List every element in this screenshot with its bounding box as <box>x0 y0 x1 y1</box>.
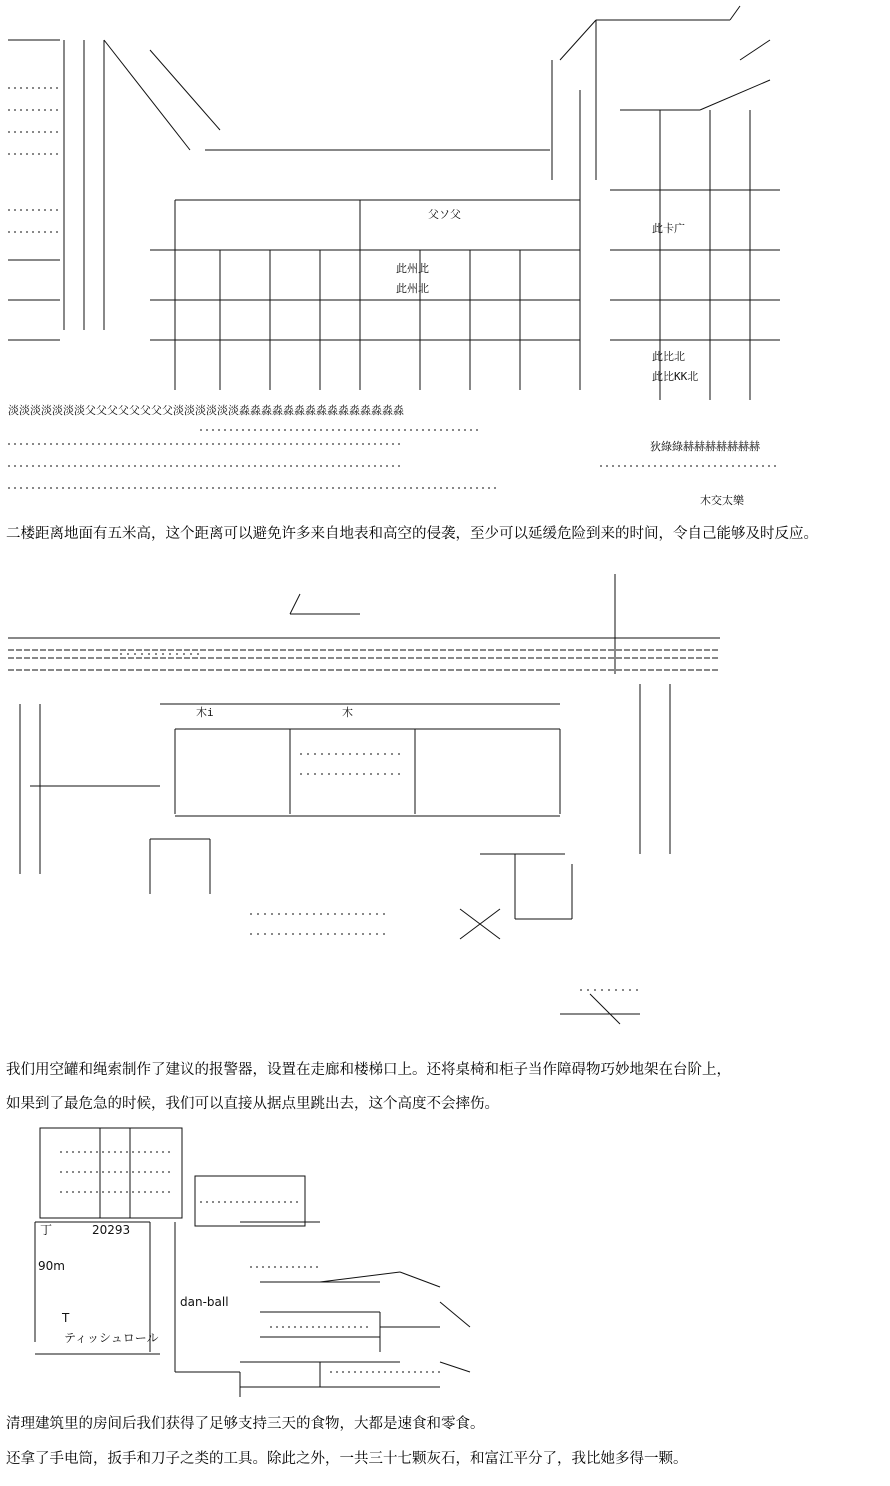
caption-5: 还拿了手电筒，扳手和刀子之类的工具。除此之外，一共三十七颗灰石，和富江平分了，我比她多得一颗。 <box>6 1451 688 1467</box>
caption-3: 如果到了最危急的时候，我们可以直接从据点里跳出去，这个高度不会摔伤。 <box>6 1096 499 1112</box>
classroom-scene-art <box>0 554 890 1054</box>
classroom-desk-2: 木 <box>342 706 353 719</box>
shop-sign-4: 此比北 <box>652 350 685 363</box>
caption-4: 清理建筑里的房间后我们获得了足够支持三天的食物，大都是速食和零食。 <box>6 1416 485 1432</box>
bus-stop-sign: 父ソ父 <box>428 208 461 221</box>
dotted-texture <box>8 88 780 488</box>
shop-sign-2: 此州北 <box>396 282 429 295</box>
street-text-1: 淡淡淡淡淡淡淡父父父父父父父父淡淡淡淡淡淡淼淼淼淼淼淼淼淼淼淼淼淼淼淼淼 <box>8 404 404 417</box>
street-text-2: 狄綠綠赫赫赫赫赫赫赫 <box>650 440 760 453</box>
can-label-number: 20293 <box>92 1223 131 1237</box>
street-text-3: 木交太樂 <box>700 494 744 507</box>
street-scene-svg <box>0 0 890 520</box>
shop-sign-1: 此州此 <box>396 262 429 275</box>
street-scene-art <box>0 0 890 520</box>
building-outline <box>8 6 780 400</box>
classroom-outline <box>8 574 720 1024</box>
dan-ball-label: dan-ball <box>180 1295 229 1309</box>
can-label-t: 丁 <box>40 1223 53 1237</box>
shop-sign-5: 此比KK北 <box>652 370 699 383</box>
classroom-scene-svg <box>0 554 890 1054</box>
supplies-scene-art <box>0 1122 890 1412</box>
tissue-label-t: T <box>62 1311 70 1325</box>
supplies-scene-svg <box>0 1122 890 1412</box>
tissue-label: ティッシュロール <box>64 1331 159 1345</box>
supplies-outline <box>35 1128 470 1397</box>
shop-sign-3: 此卡广 <box>652 222 685 235</box>
caption-1: 二楼距离地面有五米高，这个距离可以避免许多来自地表和高空的侵袭，至少可以延缓危险到来的时间，令自己能够及时反应。 <box>6 526 818 542</box>
classroom-desk-1: 木i <box>196 706 214 719</box>
caption-2: 我们用空罐和绳索制作了建议的报警器，设置在走廊和楼梯口上。还将桌椅和柜子当作障碍物巧妙地架在台阶上， <box>6 1062 731 1078</box>
can-label-90m: 90m <box>38 1259 65 1273</box>
